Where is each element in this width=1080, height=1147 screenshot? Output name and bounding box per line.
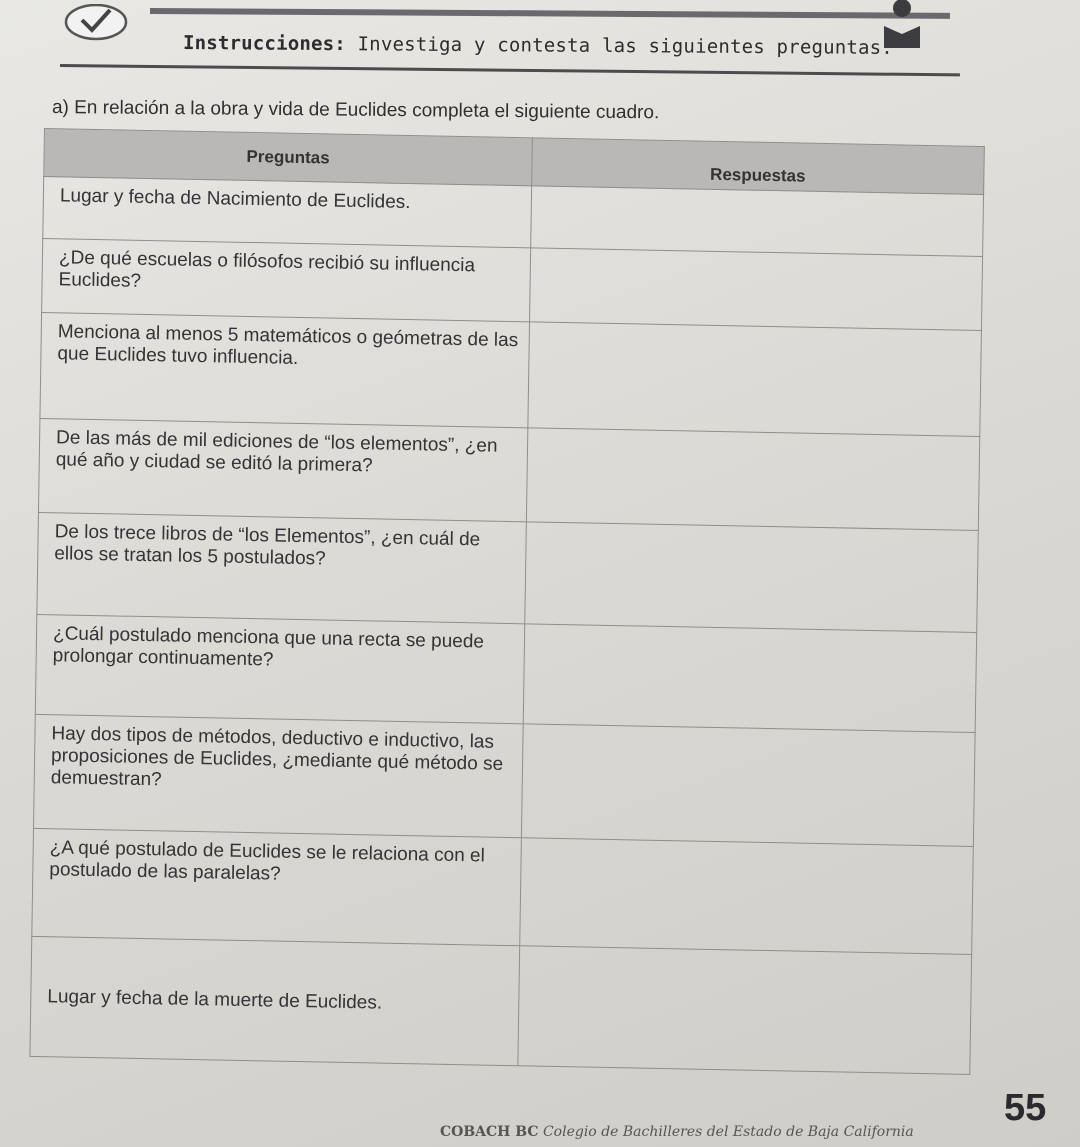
answer-cell[interactable] (526, 428, 979, 531)
answer-cell[interactable] (525, 522, 979, 633)
question-table-wrapper (29, 128, 1034, 1132)
header-rule (150, 8, 950, 19)
instructions-label: Instrucciones: (182, 32, 347, 56)
table-row (32, 828, 974, 954)
table-row (30, 936, 972, 1074)
question-cell: ¿Cuál postulado menciona que una recta se puede prolongar continuamente? (35, 614, 524, 723)
table-row (40, 312, 981, 436)
table-row (37, 512, 978, 632)
checkmark-badge-icon (62, 4, 130, 44)
question-cell: Hay dos tipos de métodos, deductivo e inductivo, las proposiciones de Euclides, ¿mediante qué método se demuestran? (33, 714, 523, 837)
answer-cell[interactable] (531, 186, 984, 257)
answer-cell[interactable] (530, 248, 983, 331)
question-cell: De las más de mil ediciones de “los elementos”, ¿en qué año y ciudad se editó la primera? (38, 418, 527, 521)
header-respuestas: Respuestas (532, 138, 985, 195)
question-cell: De los trece libros de “los Elementos”, ¿en cuál de ellos se tratan los 5 postulados? (37, 512, 527, 623)
answer-cell[interactable] (528, 322, 982, 437)
answer-cell[interactable] (523, 624, 976, 733)
header-preguntas: Preguntas (44, 129, 533, 186)
question-cell: Menciona al menos 5 matemáticos o geómetras de las que Euclides tuvo influencia. (40, 312, 530, 427)
table-row (35, 614, 976, 732)
intro-text: a) En relación a la obra y vida de Euclides completa el siguiente cuadro. (51, 97, 660, 124)
footer-brand: COBACH BC (440, 1124, 539, 1140)
answer-cell[interactable] (518, 946, 972, 1075)
answer-cell[interactable] (520, 838, 974, 955)
table-row (33, 714, 975, 846)
question-table (29, 128, 984, 1075)
question-cell: ¿A qué postulado de Euclides se le relaciona con el postulado de las paralelas? (32, 828, 522, 945)
instructions-rule (60, 64, 960, 76)
footer (440, 1124, 914, 1140)
question-cell: ¿De qué escuelas o filósofos recibió su influencia Euclides? (42, 238, 531, 321)
table-row (38, 418, 979, 530)
question-cell: Lugar y fecha de la muerte de Euclides. (30, 936, 520, 1065)
answer-cell[interactable] (521, 724, 975, 847)
question-cell: Lugar y fecha de Nacimiento de Euclides. (43, 177, 532, 248)
page-number: 55 (1004, 1087, 1047, 1129)
instructions-text: Investiga y contesta las siguientes preguntas. (357, 33, 894, 59)
footer-text: Colegio de Bachilleres del Estado de Baja California (542, 1124, 914, 1140)
